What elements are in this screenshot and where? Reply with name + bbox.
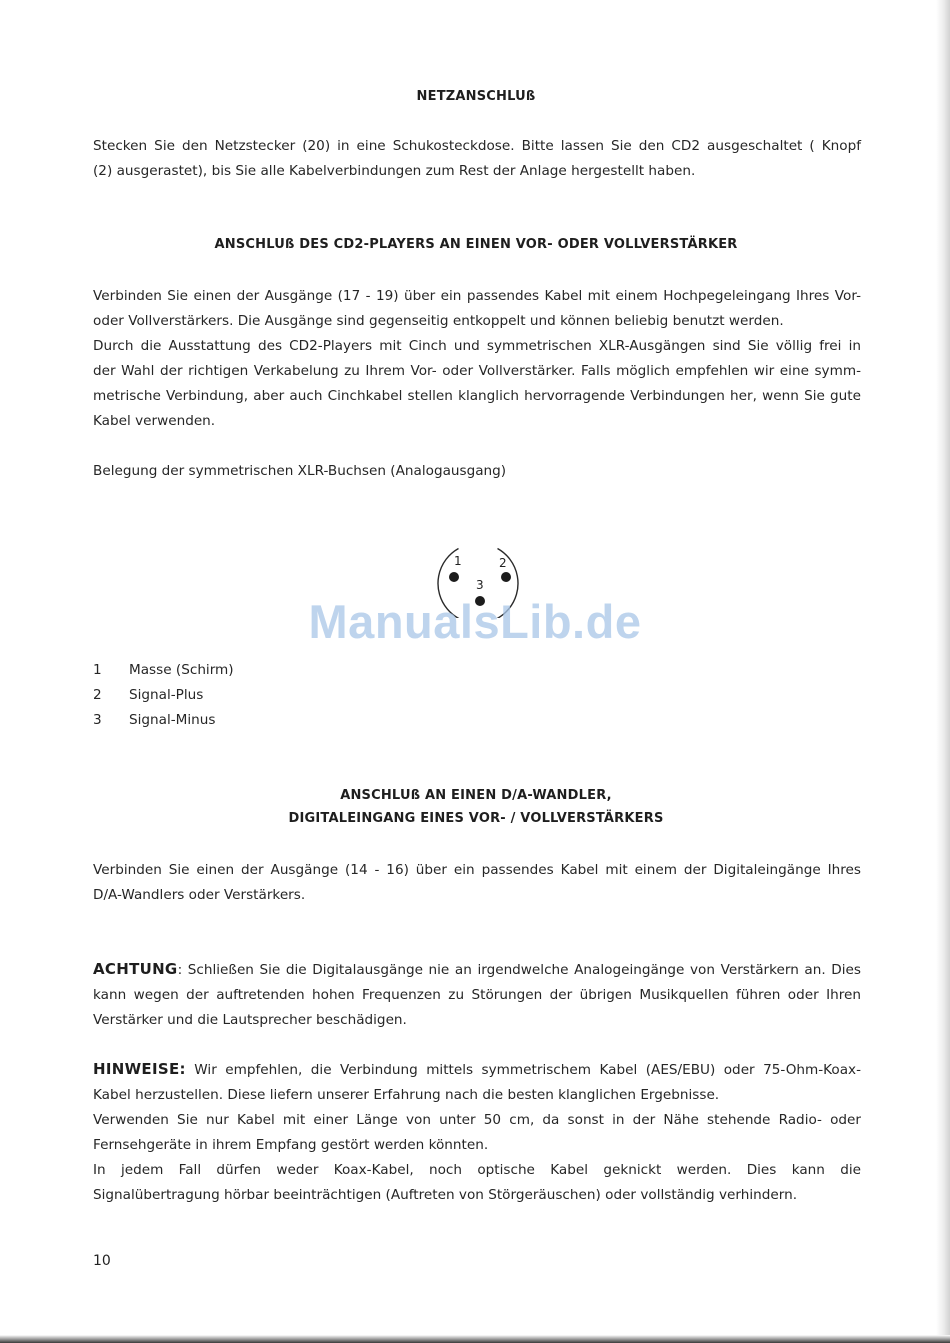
- text-line: Kabel herzustellen. Diese liefern unserer Erfahrung nach die besten klanglichen Ergebnisse.: [93, 1087, 720, 1103]
- text-line: In jedem Fall dürfen weder Koax-Kabel, noch optische Kabel geknickt werden. Dies kann die: [93, 1162, 861, 1178]
- notes-label: HINWEISE:: [93, 1060, 186, 1078]
- list-item: [93, 658, 234, 683]
- notes-paragraph: [93, 1057, 861, 1208]
- heading-dac-line-1: ANSCHLUß AN EINEN D/A-WANDLER,: [340, 788, 612, 803]
- text-line: Kabel verwenden.: [93, 413, 216, 429]
- list-item: [93, 683, 234, 708]
- xlr-pin-1: [449, 572, 459, 582]
- list-item-label: Masse (Schirm): [129, 662, 234, 678]
- text-line: Verwenden Sie nur Kabel mit einer Länge von unter 50 cm, da sonst in der Nähe stehende Radio- oder: [93, 1112, 861, 1128]
- heading-power: NETZANSCHLUß: [416, 89, 536, 104]
- text-line: [93, 1057, 861, 1083]
- xlr-pin-2: [501, 572, 511, 582]
- text-line: der Wahl der richtigen Verkabelung zu Ihrem Vor- oder Vollverstärker. Falls möglich empfehlen wir eine symm-: [93, 363, 861, 379]
- dac-paragraph: [93, 858, 861, 908]
- text-line: Verbinden Sie einen der Ausgänge (17 - 19) über ein passendes Kabel mit einem Hochpegeleingang Ihres Vor-: [93, 288, 861, 304]
- text-line: D/A-Wandlers oder Verstärkers.: [93, 887, 306, 903]
- warning-label: ACHTUNG: [93, 960, 178, 978]
- page-edge-shadow: [936, 0, 950, 1343]
- heading-dac-line-2: DIGITALEINGANG EINES VOR- / VOLLVERSTÄRKERS: [288, 811, 664, 826]
- text-line: Verstärker und die Lautsprecher beschädigen.: [93, 1012, 407, 1028]
- xlr-caption: Belegung der symmetrischen XLR-Buchsen (Analogausgang): [93, 463, 507, 479]
- warning-paragraph: [93, 957, 861, 1033]
- list-item-number: 3: [93, 712, 102, 728]
- page-number: 10: [93, 1253, 111, 1269]
- text-line: kann wegen der auftretenden hohen Frequenzen zu Störungen der übrigen Musikquellen führen oder Ihren: [93, 987, 861, 1003]
- list-item-number: 2: [93, 687, 102, 703]
- text-line: (2) ausgerastet), bis Sie alle Kabelverbindungen zum Rest der Anlage hergestellt haben.: [93, 163, 696, 179]
- text-line: metrische Verbindung, aber auch Cinchkabel stellen klanglich hervorragende Verbindungen her, wenn Sie gute: [93, 388, 861, 404]
- warning-text: : Schließen Sie die Digitalausgänge nie an irgendwelche Analogeingänge von Verstärkern an. Dies: [177, 962, 861, 978]
- text-line: Verbinden Sie einen der Ausgänge (14 - 16) über ein passendes Kabel mit einem der Digitaleingänge Ihres: [93, 862, 861, 878]
- text-line: Fernsehgeräte in ihrem Empfang gestört werden könnten.: [93, 1137, 489, 1153]
- text-line: [93, 957, 861, 983]
- heading-amp: ANSCHLUß DES CD2-PLAYERS AN EINEN VOR- ODER VOLLVERSTÄRKER: [214, 237, 738, 252]
- pin-assignment-list: [93, 658, 234, 733]
- text-line: oder Vollverstärkers. Die Ausgänge sind gegenseitig entkoppelt und können beliebig benutzt werden.: [93, 313, 784, 329]
- xlr-pin-2-label: 2: [499, 556, 507, 570]
- xlr-pin-1-label: 1: [454, 554, 462, 568]
- list-item-number: 1: [93, 662, 102, 678]
- list-item: [93, 708, 234, 733]
- text-line: Stecken Sie den Netzstecker (20) in eine Schukosteckdose. Bitte lassen Sie den CD2 ausgeschaltet ( Knopf: [93, 138, 861, 154]
- amp-paragraph: [93, 284, 861, 434]
- list-item-label: Signal-Minus: [129, 712, 216, 728]
- power-paragraph: [93, 134, 861, 184]
- page-bottom-edge: [0, 1335, 950, 1343]
- list-item-label: Signal-Plus: [129, 687, 204, 703]
- xlr-pin-3-label: 3: [476, 578, 484, 592]
- text-line: Signalübertragung hörbar beeinträchtigen (Auftreten von Störgeräuschen) oder vollständig verhindern.: [93, 1187, 798, 1203]
- text-line: Durch die Ausstattung des CD2-Players mit Cinch und symmetrischen XLR-Ausgängen sind Sie völlig frei in: [93, 338, 861, 354]
- watermark: ManualsLib.de: [308, 595, 642, 648]
- notes-text: Wir empfehlen, die Verbindung mittels symmetrischem Kabel (AES/EBU) oder 75-Ohm-Koax-: [185, 1062, 861, 1078]
